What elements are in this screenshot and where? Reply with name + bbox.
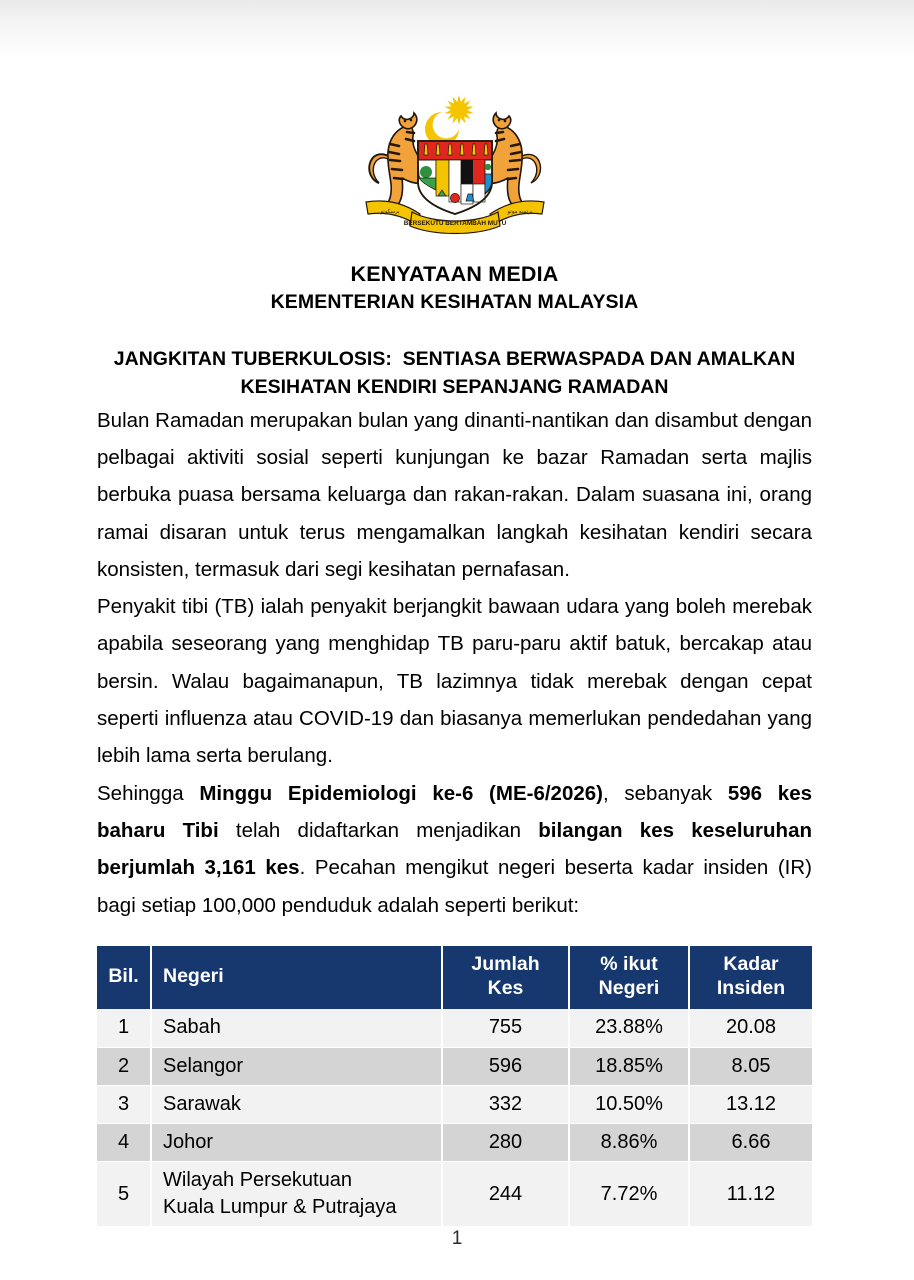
column-header-jumlah-kes-line1: Jumlah	[471, 952, 540, 975]
table-row	[97, 1123, 812, 1161]
column-header-peratus-line1: % ikut	[600, 952, 658, 975]
document-content	[97, 0, 812, 1227]
cell-peratus-negeri: 7.72%	[569, 1162, 689, 1227]
media-statement-heading-block	[97, 260, 812, 316]
cell-jumlah-kes: 755	[442, 1009, 569, 1047]
cell-kadar-insiden: 8.05	[689, 1047, 812, 1085]
cell-bil: 3	[97, 1085, 151, 1123]
cell-bil: 1	[97, 1009, 151, 1047]
cell-jumlah-kes: 596	[442, 1047, 569, 1085]
coat-of-arms-emblem	[97, 86, 812, 238]
table-header-row	[97, 946, 812, 1010]
subject-heading-block	[97, 345, 812, 402]
column-header-jumlah-kes	[442, 946, 569, 1010]
p3-text-2: , sebanyak	[603, 781, 728, 805]
shield-icon	[418, 141, 492, 214]
cell-kadar-insiden: 13.12	[689, 1085, 812, 1123]
cell-negeri-line2: Kuala Lumpur & Putrajaya	[163, 1196, 397, 1219]
cell-jumlah-kes: 280	[442, 1123, 569, 1161]
p3-text-3: telah didaftarkan menjadikan	[218, 818, 539, 842]
column-header-peratus-line2: Negeri	[598, 976, 660, 999]
table-row	[97, 1047, 812, 1085]
column-header-bil: Bil.	[97, 946, 151, 1010]
column-header-jumlah-kes-line2: Kes	[487, 976, 524, 999]
cell-bil: 5	[97, 1162, 151, 1227]
cell-kadar-insiden: 20.08	[689, 1009, 812, 1047]
cell-jumlah-kes: 332	[442, 1085, 569, 1123]
p3-text-4: . Pecahan mengikut negeri beserta kadar insiden (IR) bagi setiap 100,000 penduduk adalah seperti berikut:	[97, 856, 812, 917]
cell-bil: 4	[97, 1123, 151, 1161]
page-number: 1	[451, 1228, 463, 1249]
column-header-kadar-insiden	[689, 946, 812, 1010]
p3-bold-total-cases: bilangan kes keseluruhan berjumlah 3,161 kes	[97, 818, 812, 880]
p3-bold-new-cases: 596 kes baharu Tibi	[97, 781, 812, 842]
table-row	[97, 1162, 812, 1227]
column-header-negeri: Negeri	[151, 946, 442, 1010]
cell-peratus-negeri: 18.85%	[569, 1047, 689, 1085]
cell-negeri: Selangor	[151, 1047, 442, 1085]
p3-text-1: Sehingga	[97, 781, 200, 805]
table-body	[97, 1009, 812, 1227]
paragraph-tb-explanation: Penyakit tibi (TB) ialah penyakit berjangkit bawaan udara yang boleh merebak apabila seseorang yang menghidap TB paru-paru aktif batuk, bercakap atau bersin. Walau bagaimanapun, TB lazimnya tidak merebak dengan cepat seperti influenza atau COVID-19 dan biasanya memerlukan pendedahan yang lebih lama serta berulang.	[97, 595, 812, 768]
paragraph-case-statistics	[97, 775, 812, 924]
paragraph-ramadan-intro: Bulan Ramadan merupakan bulan yang dinanti-nantikan dan disambut dengan pelbagai aktiviti sosial seperti kunjungan ke bazar Ramadan serta majlis berbuka puasa bersama keluarga dan rakan-rakan. Dalam suasana ini, orang ramai disaran untuk terus mengamalkan langkah kesihatan kendiri secara konsisten, termasuk dari segi kesihatan pernafasan.	[97, 408, 812, 581]
cell-negeri	[151, 1162, 442, 1227]
cell-peratus-negeri: 23.88%	[569, 1009, 689, 1047]
cell-bil: 2	[97, 1047, 151, 1085]
cell-kadar-insiden: 6.66	[689, 1123, 812, 1161]
motto-text: BERSEKUTU BERTAMBAH MUTU	[403, 220, 506, 227]
cell-negeri-line1: Wilayah Persekutuan	[163, 1169, 352, 1192]
table-row	[97, 1009, 812, 1047]
column-header-peratus-negeri	[569, 946, 689, 1010]
svg-text:برسكوتو: برسكوتو	[379, 209, 400, 215]
cell-peratus-negeri: 10.50%	[569, 1085, 689, 1123]
cell-kadar-insiden: 11.12	[689, 1162, 812, 1227]
cell-negeri: Sarawak	[151, 1085, 442, 1123]
press-release-subject: JANGKITAN TUBERKULOSIS: SENTIASA BERWASPADA DAN AMALKAN KESIHATAN KENDIRI SEPANJANG RAMADAN	[113, 348, 801, 399]
cell-negeri: Sabah	[151, 1009, 442, 1047]
kenyataan-media-title: KENYATAAN MEDIA	[350, 262, 559, 286]
column-header-kadar-line1: Kadar	[723, 952, 779, 975]
column-header-kadar-line2: Insiden	[716, 976, 786, 999]
table-row	[97, 1085, 812, 1123]
cell-jumlah-kes: 244	[442, 1162, 569, 1227]
svg-text:برتمبه موتو: برتمبه موتو	[506, 209, 533, 215]
state-breakdown-table-wrapper	[97, 946, 812, 1228]
jata-negara-icon	[346, 86, 564, 238]
ministry-name: KEMENTERIAN KESIHATAN MALAYSIA	[270, 291, 639, 314]
cell-negeri: Johor	[151, 1123, 442, 1161]
cell-peratus-negeri: 8.86%	[569, 1123, 689, 1161]
p3-bold-epi-week: Minggu Epidemiologi ke-6 (ME-6/2026)	[199, 781, 603, 805]
state-breakdown-table	[97, 946, 812, 1228]
